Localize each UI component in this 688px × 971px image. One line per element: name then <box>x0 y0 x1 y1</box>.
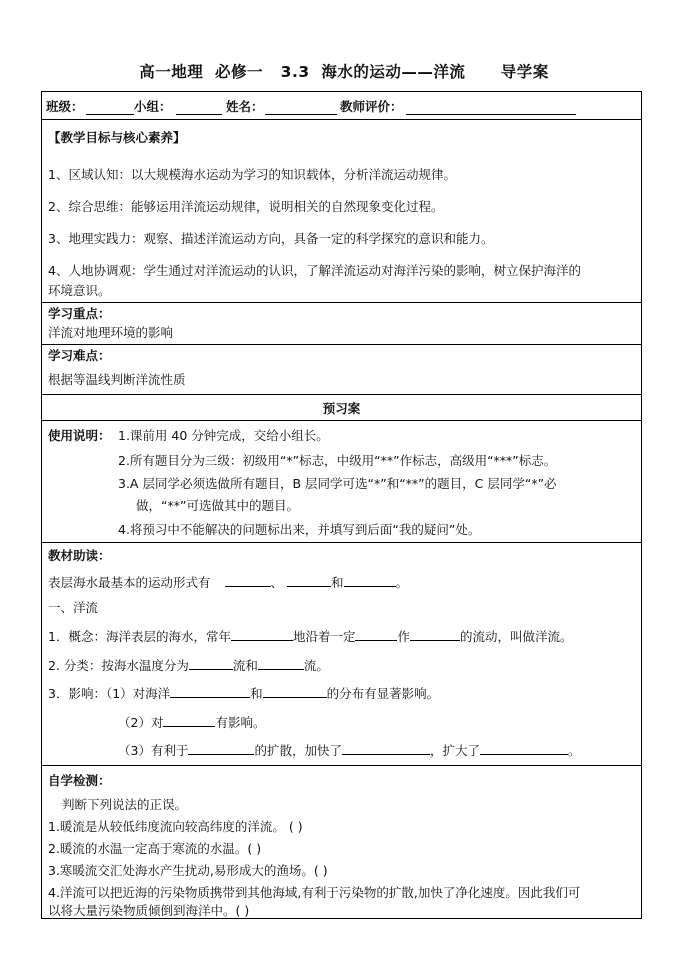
row-divider <box>42 420 641 421</box>
selftest-item: 4.洋流可以把近海的污染物质携带到其他海域,有利于污染物的扩散,加快了净化速度。因此我们可 <box>48 885 581 900</box>
classification-text: 2. 分类：按海水温度分为 <box>48 658 189 673</box>
selftest-heading: 自学检测： <box>48 773 111 788</box>
worksheet-table <box>41 91 642 919</box>
key-point-text: 洋流对地理环境的影响 <box>48 325 174 340</box>
name-label: 姓名： <box>226 99 264 114</box>
fill-blank[interactable] <box>225 573 271 587</box>
effect-text: 。 <box>567 743 581 758</box>
effect-line <box>118 741 581 758</box>
row-divider <box>42 302 641 303</box>
objective-item: 3、地理实践力：观察、描述洋流运动方向，具备一定的科学探究的意识和能力。 <box>48 231 494 246</box>
fill-blank[interactable] <box>263 684 327 698</box>
selftest-item: 1.暖流是从较低纬度流向较高纬度的洋流。 ( ) <box>48 819 303 834</box>
effect-line <box>118 713 265 730</box>
classification-line <box>48 656 329 673</box>
objectives-heading: 【教学目标与核心素养】 <box>48 130 186 145</box>
teacher-eval-label: 教师评价： <box>340 99 403 114</box>
effect-text: 的分布有显著影响。 <box>326 686 440 701</box>
group-label: 小组： <box>134 99 172 114</box>
concept-text: 作 <box>397 629 410 644</box>
effect-line <box>48 684 439 701</box>
intro-text: 表层海水最基本的运动形式有 <box>48 575 211 590</box>
fill-blank[interactable] <box>410 627 460 641</box>
classification-text: 流。 <box>303 658 329 673</box>
fill-blank[interactable] <box>188 741 254 755</box>
fill-blank[interactable] <box>170 684 250 698</box>
objective-item: 1、区域认知：以大规模海水运动为学习的知识载体，分析洋流运动规律。 <box>48 167 456 182</box>
selftest-item: 以将大量污染物质倾倒到海洋中。( ) <box>48 903 250 918</box>
textbook-heading: 教材助读： <box>48 548 111 563</box>
intro-text: 、 <box>270 575 284 590</box>
instruction-item: 4.将预习中不能解决的问题标出来，并填写到后面“我的疑问”处。 <box>118 522 481 537</box>
intro-text: 。 <box>395 575 409 590</box>
difficulty-text: 根据等温线判断洋流性质 <box>48 372 186 387</box>
class-label: 班级： <box>46 99 84 114</box>
concept-text: 地沿着一定 <box>292 629 356 644</box>
concept-line <box>48 627 573 644</box>
preview-heading: 预习案 <box>322 401 361 416</box>
classification-text: 流和 <box>232 658 258 673</box>
intro-line <box>48 573 408 590</box>
concept-text: 的流动，叫做洋流。 <box>460 629 573 644</box>
intro-text: 和 <box>331 575 344 590</box>
fill-blank[interactable] <box>355 627 397 641</box>
instruction-item: 1.课前用 40 分钟完成，交给小组长。 <box>118 428 329 443</box>
objective-item: 2、综合思维：能够运用洋流运动规律，说明相关的自然现象变化过程。 <box>48 199 444 214</box>
effect-text: （3）有利于 <box>118 743 189 758</box>
usage-label: 使用说明： <box>48 428 111 443</box>
name-blank[interactable] <box>265 101 337 115</box>
fill-blank[interactable] <box>258 656 304 670</box>
fill-blank[interactable] <box>163 713 215 727</box>
row-divider <box>42 542 641 543</box>
section-title: 一、洋流 <box>48 600 99 615</box>
instruction-item: 2.所有题目分为三级：初级用“*”标志，中级用“**”作标志，高级用“***”标志。 <box>118 453 557 468</box>
group-blank[interactable] <box>176 101 222 115</box>
row-divider <box>42 344 641 345</box>
teacher-eval-blank[interactable] <box>406 101 576 115</box>
objective-item: 4、人地协调观：学生通过对洋流运动的认识，了解洋流运动对海洋污染的影响，树立保护海洋的 <box>48 263 581 278</box>
difficulty-heading: 学习难点： <box>48 348 111 363</box>
objective-item: 环境意识。 <box>48 283 111 298</box>
key-point-heading: 学习重点： <box>48 306 111 321</box>
row-divider <box>42 765 641 766</box>
effect-text: （2）对 <box>118 715 164 730</box>
effect-text: 和 <box>250 686 263 701</box>
page-title: 高一地理 必修一 3.3 海水的运动——洋流 导学案 <box>139 63 549 81</box>
concept-text: 1．概念：海洋表层的海水，常年 <box>48 629 231 644</box>
selftest-item: 3.寒暖流交汇处海水产生扰动,易形成大的渔场。( ) <box>48 863 328 878</box>
fill-blank[interactable] <box>480 741 568 755</box>
effect-text: 的扩散，加快了 <box>254 743 342 758</box>
fill-blank[interactable] <box>231 627 293 641</box>
row-divider <box>42 394 641 395</box>
effect-text: ，扩大了 <box>429 743 480 758</box>
instruction-item: 做，“**”可选做其中的题目。 <box>136 498 299 513</box>
effect-text: 3．影响：（1）对海洋 <box>48 686 171 701</box>
fill-blank[interactable] <box>344 573 396 587</box>
selftest-item: 2.暖流的水温一定高于寒流的水温。( ) <box>48 841 262 856</box>
selftest-prompt: 判断下列说法的正误。 <box>62 797 188 812</box>
fill-blank[interactable] <box>287 573 331 587</box>
row-divider <box>42 119 641 120</box>
effect-text: 有影响。 <box>215 715 266 730</box>
fill-blank[interactable] <box>342 741 430 755</box>
fill-blank[interactable] <box>189 656 233 670</box>
instruction-item: 3.A 层同学必须选做所有题目，B 层同学可选“*”和“**”的题目，C 层同学“*”必 <box>118 476 557 491</box>
class-blank[interactable] <box>86 101 134 115</box>
